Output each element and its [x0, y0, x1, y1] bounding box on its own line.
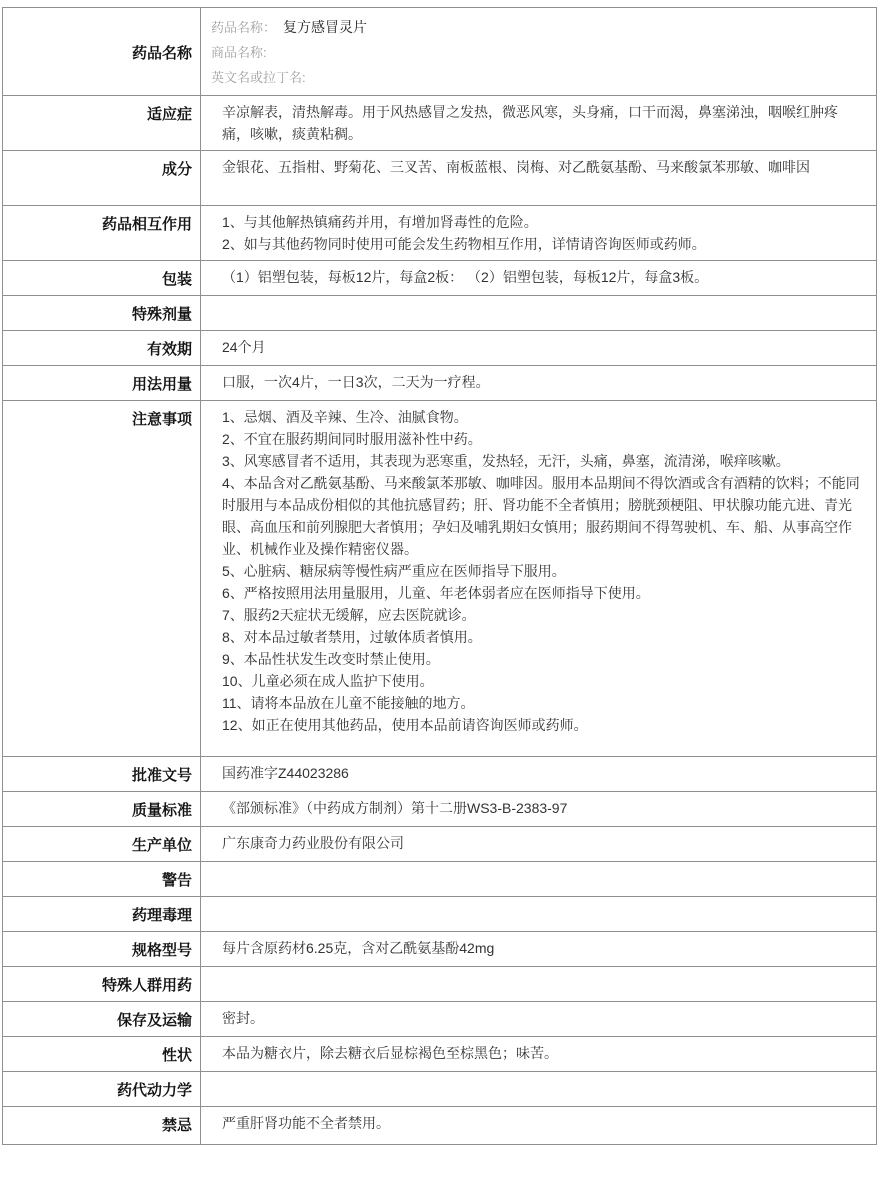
row-label: 有效期 [3, 331, 201, 365]
row-label: 质量标准 [3, 792, 201, 826]
row-content: 口服，一次4片，一日3次，二天为一疗程。 [222, 374, 490, 390]
interaction-item: 1、与其他解热镇痛药并用，有增加肾毒性的危险。 [222, 214, 538, 230]
drug-info-table [2, 7, 877, 1145]
precaution-item: 7、服药2天症状无缓解，应去医院就诊。 [222, 607, 476, 623]
row-label: 警告 [3, 862, 201, 896]
row-label: 药代动力学 [3, 1072, 201, 1106]
trade-name-key: 商品名称: [211, 45, 267, 60]
precaution-item: 6、严格按照用法用量服用，儿童、年老体弱者应在医师指导下使用。 [222, 585, 650, 601]
row-storage-transport [3, 1002, 876, 1037]
english-name-field [211, 65, 862, 90]
row-label: 性状 [3, 1037, 201, 1071]
drug-name-field [211, 15, 862, 40]
precaution-item: 4、本品含对乙酰氨基酚、马来酸氯苯那敏、咖啡因。服用本品期间不得饮酒或含有酒精的饮料；不能同时服用与本品成份相似的其他抗感冒药；肝、肾功能不全者慎用；膀胱颈梗阻、甲状腺功能亢进、青光眼、高血压和前列腺肥大者慎用；孕妇及哺乳期妇女慎用；服药期间不得驾驶机、车、船、从事高空作业、机械作业及操作精密仪器。 [222, 475, 860, 557]
row-label: 规格型号 [3, 932, 201, 966]
precaution-item: 10、儿童必须在成人监护下使用。 [222, 673, 434, 689]
drug-name-key: 药品名称： [211, 20, 277, 35]
row-precautions [3, 401, 876, 757]
row-approval-number [3, 757, 876, 792]
row-label: 禁忌 [3, 1107, 201, 1144]
row-content: 密封。 [222, 1010, 264, 1026]
precaution-item: 2、不宜在服药期间同时服用滋补性中药。 [222, 431, 482, 447]
row-pharmacokinetics [3, 1072, 876, 1107]
row-label: 生产单位 [3, 827, 201, 861]
interaction-item: 2、如与其他药物同时使用可能会发生药物相互作用，详情请咨询医师或药师。 [222, 236, 706, 252]
row-special-populations [3, 967, 876, 1002]
row-label: 成分 [3, 151, 201, 205]
drug-name-fields [201, 8, 876, 95]
trade-name-field [211, 40, 862, 65]
precaution-item: 1、忌烟、酒及辛辣、生冷、油腻食物。 [222, 409, 468, 425]
row-content: 金银花、五指柑、野菊花、三叉苦、南板蓝根、岗梅、对乙酰氨基酚、马来酸氯苯那敏、咖啡因 [222, 159, 810, 175]
row-content [201, 296, 876, 330]
english-name-key: 英文名或拉丁名: [211, 70, 306, 85]
row-label: 特殊人群用药 [3, 967, 201, 1001]
precaution-item: 8、对本品过敏者禁用，过敏体质者慎用。 [222, 629, 482, 645]
row-content: 每片含原药材6.25克，含对乙酰氨基酚42mg [222, 940, 495, 956]
row-content: 24个月 [222, 339, 266, 355]
row-indications [3, 96, 876, 151]
row-label: 药品名称 [3, 8, 201, 95]
row-content: 广东康奇力药业股份有限公司 [222, 835, 404, 851]
precaution-item: 12、如正在使用其他药品，使用本品前请咨询医师或药师。 [222, 717, 588, 733]
row-content: 《部颁标准》（中药成方制剂）第十二册WS3-B-2383-97 [222, 800, 568, 816]
row-content: 辛凉解表，清热解毒。用于风热感冒之发热，微恶风寒，头身痛，口干而渴，鼻塞涕浊，咽喉红肿疼痛，咳嗽，痰黄粘稠。 [222, 104, 838, 142]
row-manufacturer [3, 827, 876, 862]
drug-name-value: 复方感冒灵片 [283, 19, 368, 35]
row-packaging [3, 261, 876, 296]
row-label: 药品相互作用 [3, 206, 201, 260]
row-label: 适应症 [3, 96, 201, 150]
row-content: 本品为糖衣片，除去糖衣后显棕褐色至棕黑色；味苦。 [222, 1045, 558, 1061]
precaution-item: 11、请将本品放在儿童不能接触的地方。 [222, 695, 475, 711]
row-contraindications [3, 1107, 876, 1144]
row-label: 注意事项 [3, 401, 201, 756]
row-label: 用法用量 [3, 366, 201, 400]
precaution-item: 5、心脏病、糖尿病等慢性病严重应在医师指导下服用。 [222, 563, 566, 579]
row-content: 严重肝肾功能不全者禁用。 [222, 1115, 390, 1131]
row-content [201, 206, 876, 260]
row-label: 包装 [3, 261, 201, 295]
row-content [201, 897, 876, 931]
row-special-dosage [3, 296, 876, 331]
row-content: 国药准字Z44023286 [222, 765, 349, 781]
row-label: 特殊剂量 [3, 296, 201, 330]
row-label: 保存及运输 [3, 1002, 201, 1036]
row-content: （1）铝塑包装，每板12片，每盒2板： （2）铝塑包装，每板12片，每盒3板。 [222, 269, 709, 285]
row-specification [3, 932, 876, 967]
precaution-item: 3、风寒感冒者不适用，其表现为恶寒重，发热轻，无汗，头痛，鼻塞，流清涕，喉痒咳嗽。 [222, 453, 790, 469]
precaution-item: 9、本品性状发生改变时禁止使用。 [222, 651, 440, 667]
row-warning [3, 862, 876, 897]
row-content [201, 967, 876, 1001]
row-label: 批准文号 [3, 757, 201, 791]
row-content [201, 1072, 876, 1106]
row-label: 药理毒理 [3, 897, 201, 931]
row-content [201, 862, 876, 896]
row-quality-standard [3, 792, 876, 827]
row-dosage-usage [3, 366, 876, 401]
row-shelf-life [3, 331, 876, 366]
row-drug-interactions [3, 206, 876, 261]
row-description [3, 1037, 876, 1072]
row-pharmacology-toxicology [3, 897, 876, 932]
row-ingredients [3, 151, 876, 206]
row-content [201, 401, 876, 756]
row-drug-name [3, 8, 876, 96]
